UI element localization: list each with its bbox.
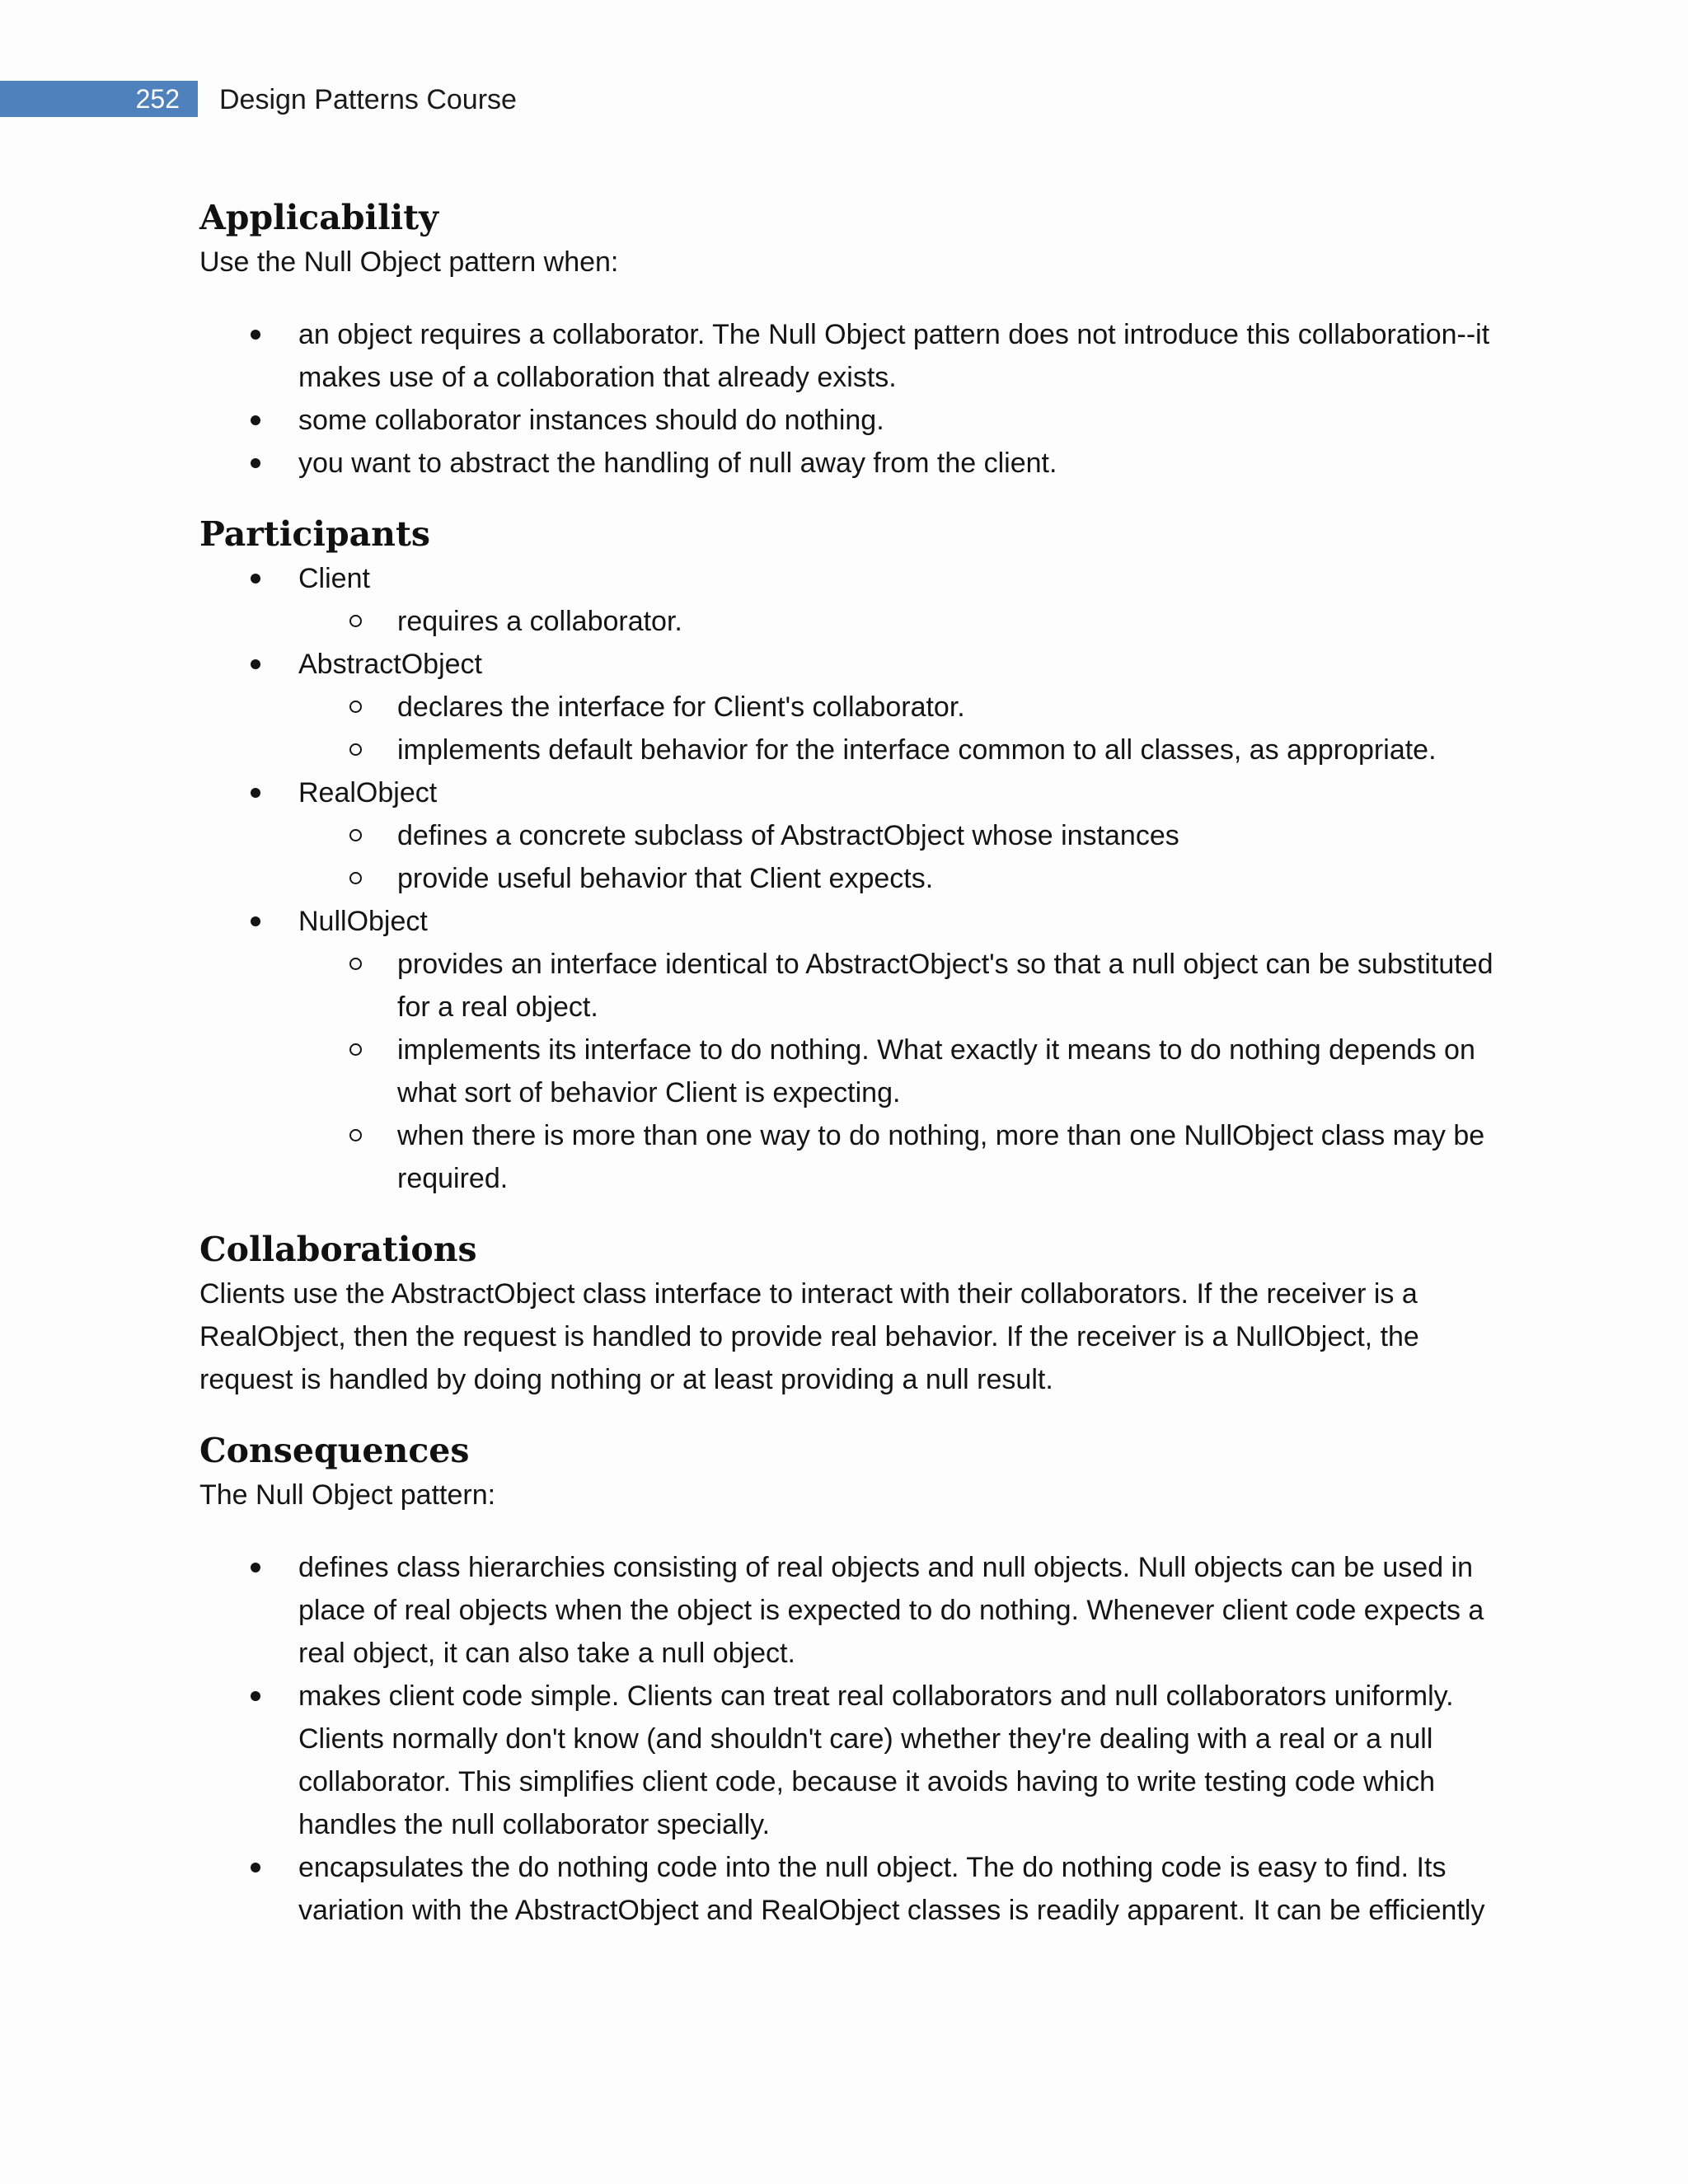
collaborations-heading: Collaborations [199, 1230, 477, 1269]
list-item: defines class hierarchies consisting of real objects and null objects. Null objects can be used in place of real objects when the object is expected to do nothing. Whenever client code expects a real object, it can also take a null object. [199, 1546, 1502, 1675]
participant-details [298, 814, 1502, 900]
list-item: encapsulates the do nothing code into the null object. The do nothing code is easy to find. Its variation with the AbstractObject and RealObject classes is readily apparent. It can be efficiently [199, 1846, 1502, 1932]
list-item: provide useful behavior that Client expects. [199, 857, 1502, 900]
list-item: implements default behavior for the interface common to all classes, as appropriate. [199, 729, 1502, 771]
list-item: an object requires a collaborator. The Null Object pattern does not introduce this collaboration--it makes use of a collaboration that already exists. [199, 313, 1502, 399]
list-item: provides an interface identical to AbstractObject's so that a null object can be substituted for a real object. [199, 943, 1502, 1029]
circle-bullet-icon [349, 615, 362, 627]
circle-bullet-icon [349, 1129, 362, 1141]
participant-realobject: RealObject defines a concrete subclass of AbstractObject whose instances provide useful behavior that Client expects. [199, 771, 1502, 900]
bullet-icon [251, 1863, 260, 1872]
circle-bullet-icon [349, 829, 362, 841]
applicability-intro: Use the Null Object pattern when: [199, 246, 619, 278]
collaborations-text: Clients use the AbstractObject class interface to interact with their collaborators. If the receiver is a RealObject, then the request is handled to provide real behavior. If the receiver is a NullObject, the request is handled by doing nothing or at least providing a null result. [199, 1278, 1419, 1395]
consequences-intro: The Null Object pattern: [199, 1479, 496, 1511]
bullet-icon [251, 415, 260, 425]
circle-bullet-icon [349, 743, 362, 756]
participant-details [298, 943, 1502, 1200]
applicability-list [199, 313, 1502, 485]
list-item: declares the interface for Client's collaborator. [199, 686, 1502, 729]
participant-details [298, 686, 1502, 771]
list-item: you want to abstract the handling of null away from the client. [199, 442, 1502, 485]
bullet-icon [251, 458, 260, 468]
bullet-icon [251, 1691, 260, 1701]
list-item: defines a concrete subclass of AbstractObject whose instances [199, 814, 1502, 857]
bullet-icon [251, 659, 260, 669]
participant-details [298, 600, 1502, 643]
participant-client: Client requires a collaborator. [199, 557, 1502, 643]
list-item: implements its interface to do nothing. What exactly it means to do nothing depends on what sort of behavior Client is expecting. [199, 1029, 1502, 1114]
participants-heading: Participants [199, 514, 431, 554]
circle-bullet-icon [349, 958, 362, 970]
list-item: some collaborator instances should do nothing. [199, 399, 1502, 442]
list-item: makes client code simple. Clients can treat real collaborators and null collaborators uniformly. Clients normally don't know (and shouldn't care) whether they're dealing with a real or a null collaborator. This simplifies client code, because it avoids having to write testing code which handles the null collaborator specially. [199, 1675, 1502, 1846]
circle-bullet-icon [349, 872, 362, 884]
consequences-heading: Consequences [199, 1431, 470, 1470]
participants-list [199, 557, 1502, 1200]
participant-abstractobject: AbstractObject declares the interface for Client's collaborator. implements default behavior for the interface common to all classes, as appropriate. [199, 643, 1502, 771]
bullet-icon [251, 1563, 260, 1572]
circle-bullet-icon [349, 701, 362, 713]
page-number: 252 [135, 84, 180, 114]
bullet-icon [251, 574, 260, 583]
consequences-list [199, 1546, 1502, 1932]
circle-bullet-icon [349, 1043, 362, 1056]
list-item: when there is more than one way to do nothing, more than one NullObject class may be required. [199, 1114, 1502, 1200]
bullet-icon [251, 916, 260, 926]
list-item: requires a collaborator. [199, 600, 1502, 643]
participant-nullobject: NullObject provides an interface identical to AbstractObject's so that a null object can be substituted for a real object. implements its interface to do nothing. What exactly it means to do nothing depends on what sort of behavior Client is expecting. when there is more than one way to do nothing, more than one NullObject class may be required. [199, 900, 1502, 1200]
applicability-heading: Applicability [199, 198, 438, 237]
bullet-icon [251, 788, 260, 798]
running-header-title: Design Patterns Course [219, 84, 517, 115]
bullet-icon [251, 330, 260, 340]
page-content [199, 194, 1502, 1932]
